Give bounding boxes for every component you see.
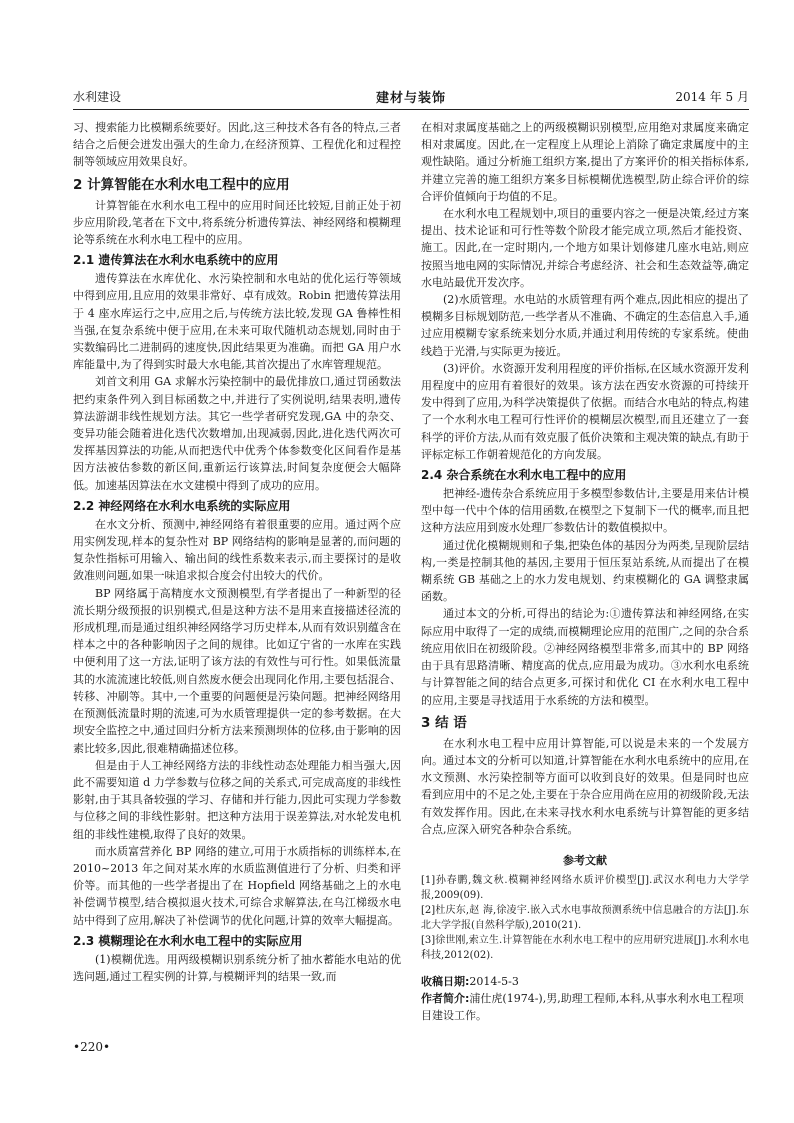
paragraph: 通过本文的分析,可得出的结论为:①遗传算法和神经网络,在实际应用中取得了一定的成绩,而模糊理论应用的范围广,之间的杂合系统应用依旧在初级阶段。②神经网络模型非常多,而其中的 BP 网络由于具有思路清晰、精度高的优点,应用最为成功。③水利水电系统与计算智能之间的结合点更多,可探讨和优化 CI 在水利水电工程中的应用,主要是寻找适用于水系统的方法和模型。 <box>421 607 749 707</box>
paragraph: 在水文分析、预测中,神经网络有着很重要的应用。通过两个应用实例发现,样本的复杂性对 BP 网络结构的影响是显著的,而问题的复杂性指标可用输入、输出间的线性系数来表示,而主要探讨的是收敛准则问题,如果一味追求拟合度会付出较大的代价。 <box>73 517 401 583</box>
subsection-heading: 2.4 杂合系统在水利水电工程中的应用 <box>421 468 627 483</box>
paragraph: (2)水质管理。水电站的水质管理有两个难点,因此相应的提出了模糊多目标规划防范,一些学者从不准确、不确定的生态信息入手,通过应用模糊专家系统来划分水质,并通过利用传统的专家系统。使曲线趋于光滑,与实际更为接近。 <box>421 293 749 358</box>
header-journal-title: 建材与装饰 <box>375 91 446 106</box>
reference-item: [3]徐世刚,索立生.计算智能在水利水电工程中的应用研究进展[J].水利水电科技,2012(02). <box>421 935 749 962</box>
section-heading: 2 计算智能在水利水电工程中的应用 <box>73 176 290 193</box>
header-date: 2014 年 5 月 <box>675 90 749 104</box>
paragraph: 遗传算法在水库优化、水污染控制和水电站的优化运行等领域中得到应用,且应用的效果非常好、卓有成效。Robin 把遗传算法用于 4 座水库运行之中,应用之后,与传统方法比较,发现 GA 鲁棒性相当强,在复杂系统中便于应用,在未来可取代随机动态规划,同时由于实数编码比二进制码的速度快,因此结果更为准确。而把 GA 用户水库能量中,为了得到实时最大水电能,其首次提出了水库管理规范。 <box>73 272 401 372</box>
received-value: 2014-5-3 <box>469 975 519 989</box>
header-section: 水利建设 <box>73 90 122 104</box>
paragraph: 习、搜索能力比模糊系统要好。因此,这三种技术各有各的特点,三者结合之后便会迸发出强大的生命力,在经济预算、工程优化和过程控制等领域应用效果良好。 <box>73 121 401 169</box>
paragraph: 但是由于人工神经网络方法的非线性动态处理能力相当强大,因此不需要知道 d 力学参数与位移之间的关系式,可完成高度的非线性影射,由于其具备较强的学习、存储和并行能力,因此可实现力学参数与位移之间的非线性影射。把这种方法用于误差算法,对水轮发电机组的非线性建模,取得了良好的效果。 <box>73 758 401 841</box>
paragraph: 通过优化模糊规则和子集,把染色体的基因分为两类,呈现阶层结构,一类是控制其他的基因,主要用于恒压泵站系统,从而提出了在模糊系统 GB 基础之上的水力发电规划、约束模糊化的 GA 调整隶属函数。 <box>421 538 749 604</box>
paragraph: 在水利水电工程规划中,项目的重要内容之一便是决策,经过方案提出、技术论证和可行性等数个阶段才能完成立项,然后才能投资、施工。因此,在一定时期内,一个地方如果计划修建几座水电站,则应按照当地电网的实际情况,并综合考虑经济、社会和生态效益等,确定水电站最优开发次序。 <box>421 207 749 289</box>
reference-item: [2]杜庆东,赵 海,徐凌宇.嵌入式水电事故预测系统中信息融合的方法[J].东北大学学报(自然科学版),2010(21). <box>421 905 749 932</box>
right-column <box>421 119 749 1079</box>
author-label: 作者简介: <box>421 992 470 1006</box>
paragraph: 计算智能在水利水电工程中的应用时间还比较短,目前正处于初步应用阶段,笔者在下文中,将系统分析遗传算法、神经网络和模糊理论等系统在水利水电工程中的应用。 <box>73 198 401 247</box>
paragraph: BP 网络属于高精度水文预测模型,有学者提出了一种新型的径流长期分级预报的识别模式,但是这种方法不是用来直接描述径流的形成机理,而是通过组织神经网络学习历史样本,从而有效识别蕴含在样本之中的各种影响因子之间的规律。比如辽宁省的一水库在实践中便利用了这一方法,证明了该方法的有效性与可行性。如果低流量其的水流流速比较低,则自然废水便会出现同化作用,主要包括混合、转移、冲刷等。其中,一个重要的问题便是污染问题。把神经网络用在预测低流量时期的流速,可为水质管理提供一定的参考数据。在大坝安全监控之中,通过回归分析方法来预测坝体的位移,由于影响的因素比较多,因此,很难精确描述位移。 <box>73 586 401 755</box>
paragraph: 在水利水电工程中应用计算智能,可以说是未来的一个发展方向。通过本文的分析可以知道,计算智能在水利水电系统中的应用,在水文预测、水污染控制等方面可以收到良好的效果。但是同时也应看到应用中的不足之处,主要在于杂合应用尚在应用的初级阶段,无法有效发挥作用。因此,在未来寻找水利水电系统与计算智能的更多结合点,应深入研究各种杂合系统。 <box>421 736 749 836</box>
paragraph: 把神经-遗传杂合系统应用于多模型参数估计,主要是用来估计模型中每一代中个体的信用函数,在模型之下复制下一代的概率,而且把这种方法应用到废水处理厂参数估计的数值模拟中。 <box>421 487 749 535</box>
subsection-heading: 2.1 遗传算法在水利水电系统中的应用 <box>73 253 279 268</box>
subsection-heading: 2.2 神经网络在水利水电系统的实际应用 <box>73 498 291 513</box>
reference-item: [1]孙春鹏,魏文秋.模糊神经网络水质评价模型[J].武汉水利电力大学学报,2009(09). <box>421 875 749 902</box>
author-value: 浦仕虎(1974-),男,助理工程师,本科,从事水利水电工程项目建设工作。 <box>421 992 744 1023</box>
section-heading: 3 结 语 <box>421 714 467 731</box>
page-number: •220• <box>73 1040 111 1054</box>
paragraph: 在相对隶属度基础之上的两级模糊识别模型,应用绝对隶属度来确定相对隶属度。因此,在一定程度上从理论上消除了确定隶属度中的主观性缺陷。通过分析施工组织方案,提出了方案评价的相关指标体系,并建立完善的施工组织方案多目标模糊优选模型,防止综合评价的综合评价值倾向于均值的不足。 <box>421 121 749 203</box>
subsection-heading: 2.3 模糊理论在水利水电工程中的实际应用 <box>73 933 303 948</box>
paragraph: (3)评价。水资源开发利用程度的评价指标,在区域水资源开发利用程度中的应用有着很好的效果。该方法在西安水资源的可持续开发中得到了应用,为科学决策提供了依据。而结合水电站的特点,构建了一个水利水电工程可行性评价的模糊层次模型,而且还建立了一套科学的评价方法,从而有效克服了低价决策和主观决策的缺点,有助于评标定标工作朝着规范化的方向发展。 <box>421 361 749 461</box>
paragraph: 刘首文利用 GA 求解水污染控制中的最优排放口,通过罚函数法把约束条件列入到目标函数之中,并进行了实例说明,结果表明,遗传算法游湖非线性规划方法。其它一些学者研究发现,GA 中的杂交、变异功能会随着进化迭代次数增加,出现减弱,因此,进化迭代两次可发挥基因算法的功能,从而把迭代中优秀个体参数变化区间看作是基因方法被估参数的新区间,重新运行该算法,时间复杂度便会大幅降低。加速基因算法在水文建模中得到了成功的应用。 <box>73 375 401 492</box>
references-title: 参考文献 <box>563 853 607 867</box>
running-header <box>73 88 749 106</box>
paragraph: (1)模糊优选。用两级模糊识别系统分析了抽水蓄能水电站的优选问题,通过工程实例的计算,与模糊评判的结果一致,而 <box>73 952 401 983</box>
received-date <box>421 973 749 990</box>
author-bio <box>421 990 749 1024</box>
left-column <box>73 119 401 1079</box>
received-label: 收稿日期: <box>421 975 470 989</box>
header-rule <box>73 109 749 110</box>
paragraph: 而水质富营养化 BP 网络的建立,可用于水质指标的训练样本,在 2010~2013 年之间对某水库的水质监测值进行了分析、归类和评价等。而其他的一些学者提出了在 Hopfield 网络基础之上的水电补偿调节模型,结合模拟退火技术,可综合求解算法,在乌江梯级水电站中得到了应用,解决了补偿调节的优化问题,计算的效率大幅提高。 <box>73 844 401 927</box>
